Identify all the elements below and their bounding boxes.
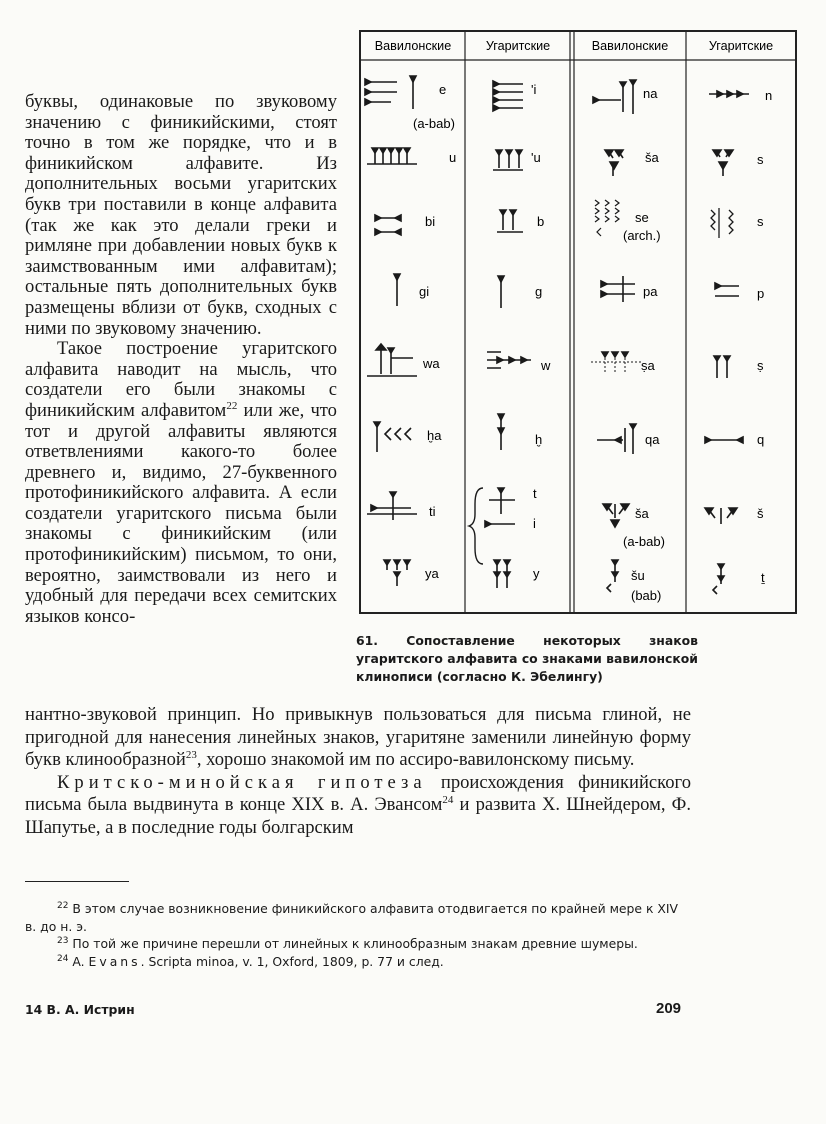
footnote-22-text: В этом случае возникновение финикийского алфавита отодвигается по крайней мере к XIV в. до н. э. [25, 901, 679, 934]
label-uga-w: w [541, 358, 551, 373]
cuneiform-qa-icon [597, 424, 636, 454]
ugaritic-p-icon [715, 283, 739, 296]
label-uga-p: p [757, 286, 765, 301]
label-uga-y: y [533, 566, 540, 581]
ugaritic-s3-icon [714, 356, 730, 378]
header-ugaritic-1: Угаритские [485, 39, 551, 53]
label-uga-i: 'i [531, 82, 537, 97]
label-bab-gi: gi [419, 284, 430, 299]
footnote-23 [25, 935, 691, 953]
paragraph-3-part-b: , хорошо знакомой им по ассиро-вавилонскому письму. [196, 749, 635, 771]
cuneiform-na-icon [593, 80, 636, 114]
label-uga-s2: s [757, 214, 764, 229]
ugaritic-w-icon [487, 352, 531, 368]
paragraph-3 [25, 704, 691, 772]
comparison-table-svg [361, 32, 795, 612]
label-bab-se-sub: (arch.) [623, 228, 661, 243]
paragraph-1: буквы, одинаковые по звуковому значению с финикийскими, стоят точно в том же порядке, что и в финикийском алфавите. Из дополнительных восьми угаритских букв три поставили в конце алфавита (так же как это делали греки и римляне при добавлении новых букв к заимствованным ими алфавитам); остальные пять дополнительных букв размещены вблизи от букв, сходных с ними по звуковому значению. [25, 91, 337, 339]
ugaritic-b-icon [497, 210, 523, 232]
paragraph-2-part-b: или же, что тот и другой алфавиты являются ответвлениями какого-то более древнего и, видимо, 27-буквенного протофиникийского алфавита. А если создатели угаритского письма были знакомы с финикийским (или протофиникийским) письмом, то они, вероятно, заимствовали из него и удобный для передачи всех семитских языков консо- [25, 399, 337, 627]
cuneiform-e-icon [365, 76, 416, 109]
label-uga-b: b [537, 214, 545, 229]
footnote-num-23: 23 [57, 935, 69, 946]
cuneiform-sa2-icon [591, 352, 641, 374]
footnote-23-text: По той же причине перешли от линейных к клинообразным знакам древние шумеры. [68, 936, 638, 951]
paragraph-2 [25, 339, 337, 627]
label-bab-se: se [635, 210, 649, 225]
ugaritic-sh-icon [705, 508, 737, 524]
full-width-text [25, 704, 691, 840]
cuneiform-su-icon [607, 560, 618, 592]
label-uga-g: g [535, 284, 543, 299]
paragraph-3-part-a: нантно-звуковой принцип. Но привыкнув пользоваться для письма глиной, не пригодной для нанесения линейных знаков, угаритяне заменили линейную форму букв клинообразной [25, 704, 691, 771]
page-number: 209 [656, 1000, 682, 1017]
label-bab-ha: ḫa [427, 428, 442, 443]
cuneiform-gi-icon [394, 274, 400, 306]
label-bab-u: u [449, 150, 457, 165]
label-bab-e: e [439, 82, 447, 97]
label-bab-e-sub: (a-bab) [413, 116, 455, 131]
label-bab-wa: wa [423, 356, 440, 371]
footnote-24-text-a: A. [68, 953, 89, 969]
ugaritic-i-icon [493, 81, 523, 111]
footnote-24 [25, 953, 691, 971]
footnotes [25, 900, 691, 970]
cuneiform-wa-icon [367, 344, 417, 376]
footnote-ref-22[interactable]: 22 [226, 399, 238, 412]
label-uga-u: 'u [531, 150, 541, 165]
label-bab-pa: pa [643, 284, 658, 299]
label-uga-i2: i [533, 516, 536, 531]
ugaritic-y-icon [494, 560, 510, 588]
paragraph-2-part-a: Такое построение угаритского алфавита наводит на мысль, что создатели его были знакомы с финикийским алфавитом [25, 338, 337, 421]
label-bab-ti: ti [429, 504, 436, 519]
comparison-table [359, 30, 797, 614]
label-uga-q: q [757, 432, 765, 447]
cuneiform-ti-icon [367, 492, 417, 520]
cuneiform-pa-icon [601, 276, 635, 302]
label-bab-sa: ša [645, 150, 659, 165]
label-bab-sa3-sub: (a-bab) [623, 534, 665, 549]
label-uga-s: s [757, 152, 764, 167]
cuneiform-glyphs [365, 76, 749, 594]
paragraph-4 [25, 772, 691, 840]
cuneiform-u-icon [367, 148, 417, 164]
cuneiform-sa3-icon [603, 504, 629, 527]
footnote-ref-24[interactable]: 24 [442, 794, 454, 807]
paragraph-4-part-b: и развита Х. Шнейдером, Ф. Шапутье, а в последние годы болгарским [25, 794, 691, 838]
footnote-num-22: 22 [57, 900, 69, 911]
label-bab-ya: ya [425, 566, 439, 581]
ugaritic-g-icon [498, 276, 504, 308]
left-column-text [25, 92, 337, 627]
cuneiform-sa-icon [605, 150, 623, 176]
footnote-24-author: Evans [88, 953, 141, 969]
ugaritic-s-icon [713, 150, 733, 176]
ugaritic-n-icon [709, 91, 749, 97]
label-bab-su: šu [631, 568, 645, 583]
footnote-24-text-b: . Scripta minoa, v. 1, Oxford, 1809, p. 77 и след. [140, 953, 444, 969]
label-uga-h: ḫ [535, 432, 543, 447]
ugaritic-s2-icon [711, 208, 733, 238]
label-bab-sa3: ša [635, 506, 649, 521]
footnote-ref-23[interactable]: 23 [185, 749, 197, 761]
ugaritic-u-icon [493, 150, 523, 170]
label-bab-na: na [643, 86, 658, 101]
ugaritic-t-icon [469, 488, 515, 564]
footer-signature: 14 В. А. Истрин [25, 1002, 135, 1017]
cuneiform-ha-icon [374, 422, 411, 452]
label-uga-n: n [765, 88, 773, 103]
footnote-22 [25, 900, 691, 935]
ugaritic-h-icon [498, 414, 504, 450]
cuneiform-ya-icon [384, 560, 410, 586]
header-ugaritic-2: Угаритские [708, 39, 774, 53]
header-babylonian-2: Вавилонские [591, 39, 669, 53]
cuneiform-bi-icon [375, 215, 401, 235]
label-bab-sa2: ṣa [641, 358, 655, 373]
label-uga-th: ṯ [761, 570, 765, 585]
ugaritic-q-icon [705, 437, 743, 443]
spaced-term: Критско-минойская гипотеза [57, 771, 427, 793]
figure-caption: 61. Сопоставление некоторых знаков угаритского алфавита со знаками вавилонской клинописи (согласно К. Эбелингу) [356, 633, 698, 684]
table-labels [413, 82, 772, 603]
label-uga-t: t [533, 486, 537, 501]
label-bab-su-sub: (bab) [631, 588, 662, 603]
label-bab-bi: bi [425, 214, 436, 229]
paragraph-4-part-a: происхождения финикийского письма была выдвинута в конце XIX в. А. Эвансом [25, 771, 691, 816]
label-uga-sh: š [757, 506, 764, 521]
cuneiform-se-icon [595, 200, 619, 236]
label-bab-qa: qa [645, 432, 660, 447]
label-uga-s3: ṣ [757, 358, 764, 373]
ugaritic-th-icon [713, 564, 724, 594]
footnote-num-24: 24 [57, 953, 69, 964]
footnote-rule [25, 881, 129, 882]
header-babylonian-1: Вавилонские [374, 39, 452, 53]
